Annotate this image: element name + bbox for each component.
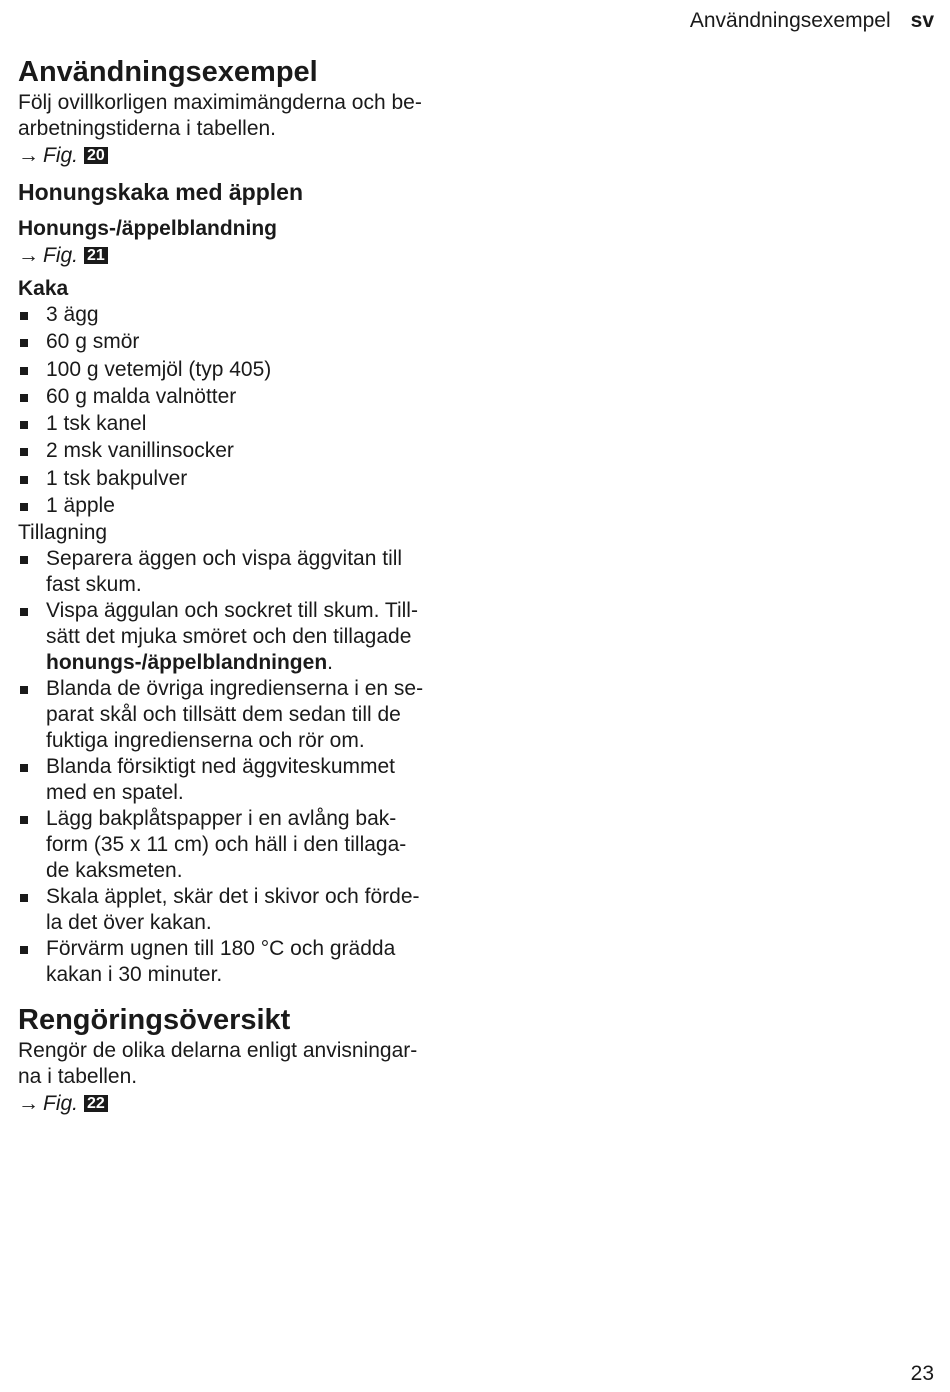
cake-title: Kaka: [18, 277, 69, 300]
list-item: 1 tsk kanel: [18, 411, 468, 437]
arrow-right-icon: →: [18, 1092, 39, 1116]
header-title: Användningsexempel: [689, 9, 891, 32]
list-item: 1 tsk bakpulver: [18, 466, 468, 492]
figure-reference-22: → Fig. 22: [18, 1090, 468, 1117]
usage-intro: Följ ovillkorligen maximimängderna och be- arbetningstiderna i tabellen.: [18, 91, 422, 140]
running-header: [690, 8, 934, 34]
cleaning-intro: Rengör de olika delarna enligt anvisningar- na i tabellen.: [18, 1039, 418, 1089]
list-item: 60 g smör: [18, 329, 468, 355]
arrow-right-icon: →: [18, 144, 39, 167]
section-heading-cleaning-overview: Rengöringsöversikt: [18, 1004, 291, 1037]
figure-reference-21: → Fig. 21: [18, 242, 468, 269]
ingredient-list: [18, 302, 468, 519]
list-item: Separera äggen och vispa äggvitan till fast skum.: [18, 546, 468, 598]
figure-number: 21: [84, 247, 108, 264]
list-item: Blanda försiktigt ned äggviteskummet med en spatel.: [18, 754, 468, 806]
list-item: Förvärm ugnen till 180 °C och grädda kakan i 30 minuter.: [18, 936, 468, 988]
list-item: 60 g malda valnötter: [18, 384, 468, 410]
arrow-right-icon: →: [18, 244, 39, 267]
list-item: 1 äpple: [18, 493, 468, 519]
mix-title: Honungs-/äppelblandning: [18, 217, 277, 240]
figure-number: 22: [84, 1095, 108, 1112]
list-item: 2 msk vanillinsocker: [18, 438, 468, 464]
page-number: 23: [910, 1362, 934, 1385]
content-column: [18, 54, 468, 1117]
list-item: 3 ägg: [18, 302, 468, 328]
section-heading-usage-examples: Användningsexempel: [18, 56, 318, 88]
list-item: Blanda de övriga ingredienserna i en se- parat skål och tillsätt dem sedan till de fuktiga ingredienserna och rör om.: [18, 676, 468, 754]
step-list: [18, 546, 468, 988]
list-item: Lägg bakplåtspapper i en avlång bak- form (35 x 11 cm) och häll i den tillaga- de kaksmeten.: [18, 806, 468, 884]
recipe-title: Honungskaka med äpplen: [18, 179, 304, 205]
figure-reference-20: → Fig. 20: [18, 142, 468, 169]
figure-number: 20: [84, 147, 108, 164]
bold-term: honungs-/äppelblandningen: [46, 651, 328, 675]
list-item: Skala äpplet, skär det i skivor och förde- la det över kakan.: [18, 884, 468, 936]
list-item: Vispa äggulan och sockret till skum. Till- sätt det mjuka smöret och den tillagade honungs-/äppelblandningen.: [18, 598, 468, 676]
list-item: 100 g vetemjöl (typ 405): [18, 357, 468, 383]
preparation-title: Tillagning: [18, 521, 108, 545]
language-code: sv: [910, 9, 934, 32]
